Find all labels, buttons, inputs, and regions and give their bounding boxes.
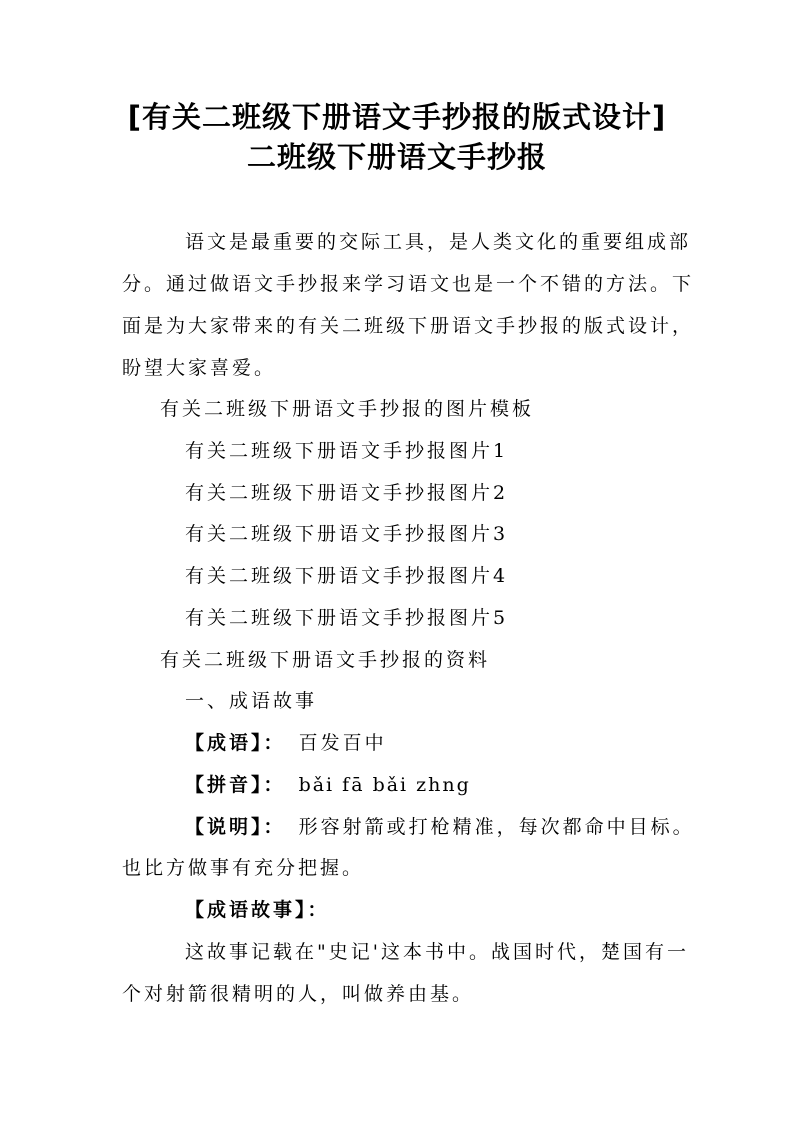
story-line-2: 个对射箭很精明的人，叫做养由基。 <box>122 983 475 1005</box>
intro-line-1: 语文是最重要的交际工具，是人类文化的重要组成部 <box>185 231 692 253</box>
idiom-value: 百发百中 <box>298 732 387 754</box>
section-heading-material: 有关二班级下册语文手抄报的资料 <box>160 649 491 671</box>
intro-line-3: 面是为大家带来的有关二班级下册语文手抄报的版式设计， <box>122 315 695 337</box>
story-label: 【成语故事】： <box>185 899 330 921</box>
explanation-value: 形容射箭或打枪精准，每次都命中目标。 <box>298 816 695 838</box>
image-item-2: 有关二班级下册语文手抄报图片2 <box>185 482 509 504</box>
image-item-5: 有关二班级下册语文手抄报图片5 <box>185 607 509 629</box>
image-item-4: 有关二班级下册语文手抄报图片4 <box>185 565 509 587</box>
document-subtitle: 二班级下册语文手抄报 <box>246 140 547 174</box>
idiom-row <box>185 731 387 755</box>
image-item-3: 有关二班级下册语文手抄报图片3 <box>185 523 509 545</box>
image-item-1: 有关二班级下册语文手抄报图片1 <box>185 440 509 462</box>
pinyin-value: bǎi fā bǎi zhng <box>298 774 471 796</box>
pinyin-label: 【拼音】： <box>185 774 286 796</box>
explanation-continuation: 也比方做事有充分把握。 <box>122 857 365 879</box>
pinyin-row <box>185 773 471 797</box>
document-title: [有关二班级下册语文手抄报的版式设计] <box>127 100 667 134</box>
subsection-heading: 一、成语故事 <box>185 690 318 712</box>
section-heading-images: 有关二班级下册语文手抄报的图片模板 <box>160 398 535 420</box>
idiom-label: 【成语】： <box>185 732 286 754</box>
explanation-label: 【说明】： <box>185 816 286 838</box>
explanation-row <box>185 815 695 839</box>
story-line-1: 这故事记载在"史记'这本书中。战国时代，楚国有一 <box>185 941 689 963</box>
intro-line-4: 盼望大家喜爱。 <box>122 357 277 379</box>
intro-line-2: 分。通过做语文手抄报来学习语文也是一个不错的方法。下 <box>122 273 695 295</box>
